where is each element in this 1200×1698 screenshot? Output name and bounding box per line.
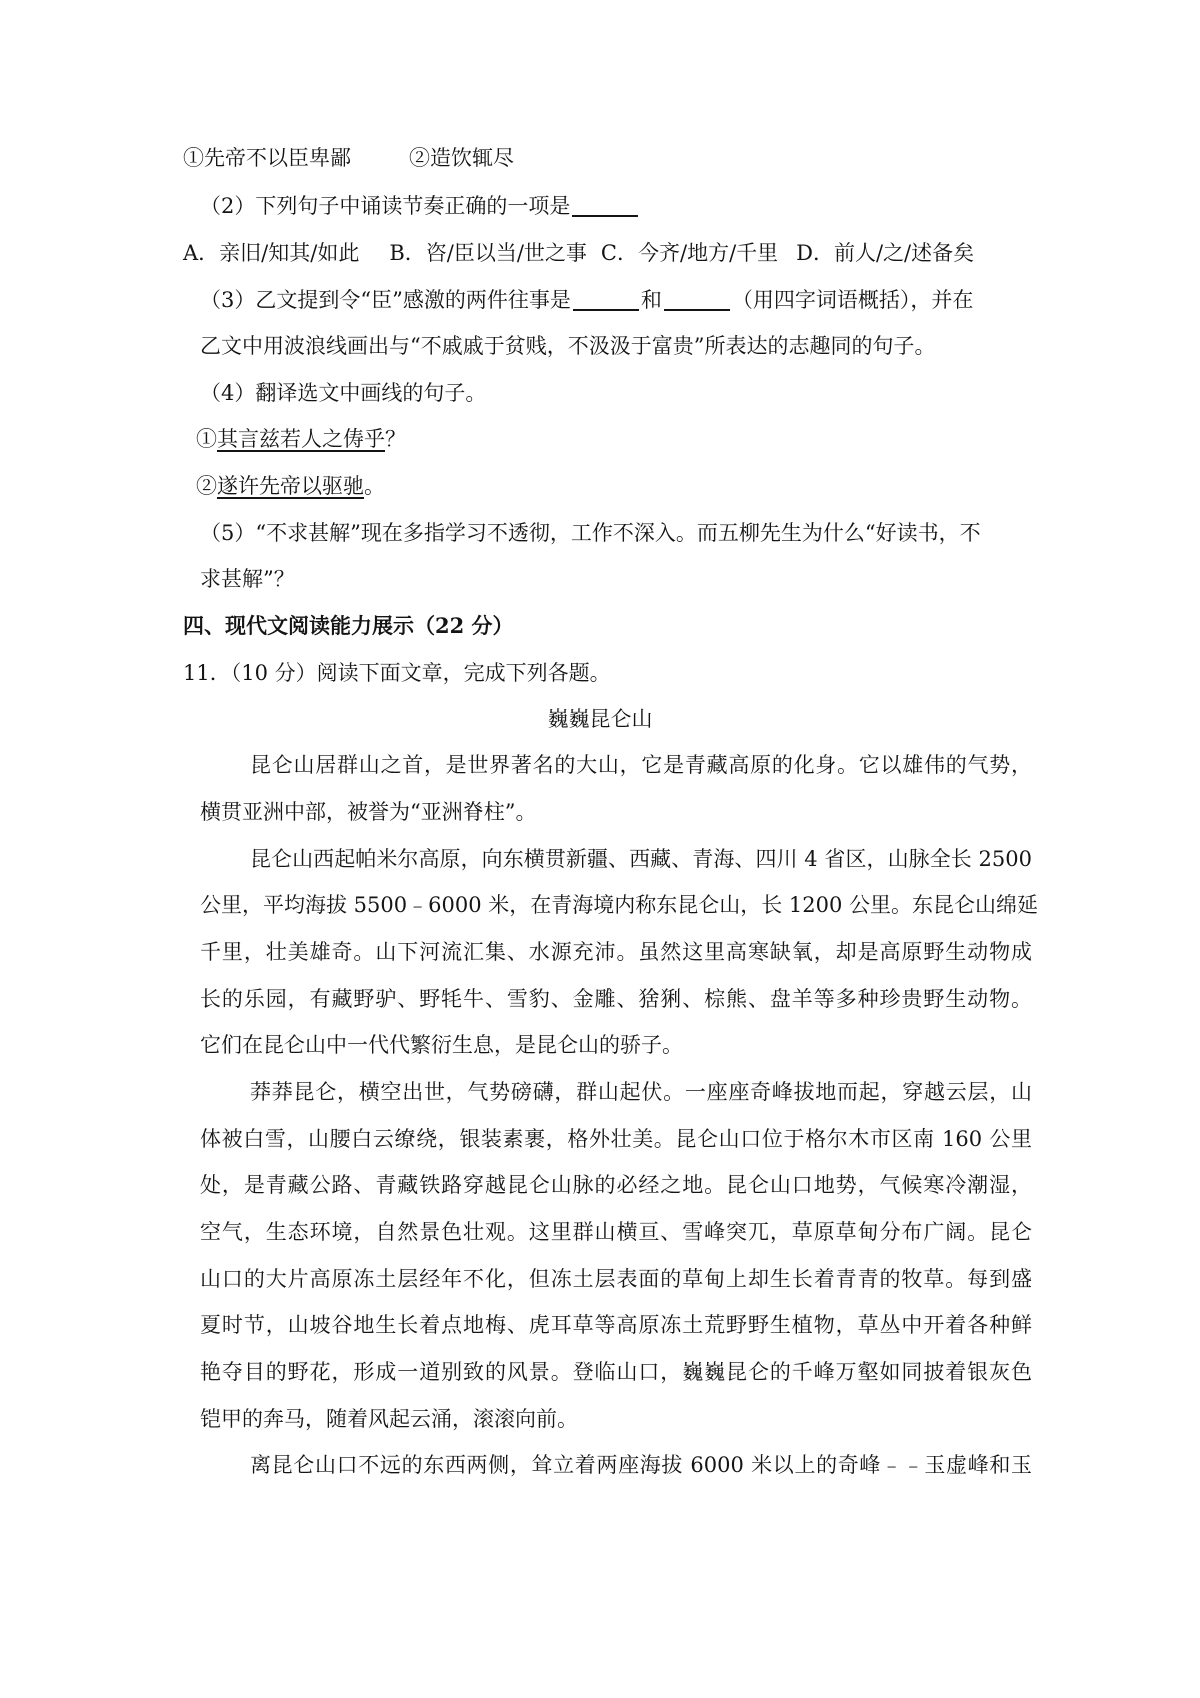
q2-options <box>183 238 974 268</box>
q5-line-1: （5）“不求甚解”现在多指学习不透彻，工作不深入。而五柳先生为什么“好读书，不 <box>200 521 981 545</box>
underlined-sentence-2: 遂许先帝以驱驰 <box>217 474 364 498</box>
q1-word-list <box>183 143 514 173</box>
article-line: 昆仑山西起帕米尔高原，向东横贯新疆、西藏、青海、四川 4 省区，山脉全长 2500 <box>250 847 1032 871</box>
section-heading: 四、现代文阅读能力展示（22 分） <box>183 613 514 638</box>
article-line: 夏时节，山坡谷地生长着点地梅、虎耳草等高原冻土荒野野生植物，草丛中开着各种鲜 <box>200 1313 1032 1337</box>
q3-part-3: （用四字词语概括），并在 <box>731 288 974 312</box>
article-line: 长的乐园，有藏野驴、野牦牛、雪豹、金雕、猞猁、棕熊、盘羊等多种珍贵野生动物。 <box>200 987 1032 1011</box>
article-line: 山口的大片高原冻土层经年不化，但冻土层表面的草甸上却生长着青青的牧草。每到盛 <box>200 1267 1032 1291</box>
q4-sentence-2 <box>196 471 385 501</box>
q2-stem <box>200 191 640 221</box>
article-line: 离昆仑山口不远的东西两侧，耸立着两座海拔 6000 米以上的奇峰﹣﹣玉虚峰和玉 <box>250 1453 1032 1477</box>
question-11: 11．（10 分）阅读下面文章，完成下列各题。 <box>183 661 611 685</box>
article-line: 昆仑山居群山之首，是世界著名的大山，它是青藏高原的化身。它以雄伟的气势， <box>250 753 1032 777</box>
option-d: D．前人/之/述备矣 <box>796 241 975 265</box>
q1-word-2: ②造饮辄尽 <box>409 146 514 170</box>
q4-s1-num: ① <box>196 427 217 451</box>
article-line: 公里，平均海拔 5500﹣6000 米，在青海境内称东昆仑山，长 1200 公里。东昆仑山绵延 <box>200 893 1039 917</box>
q4-s2-num: ② <box>196 474 217 498</box>
article-line: 体被白雪，山腰白云缭绕，银装素裹，格外壮美。昆仑山口位于格尔木市区南 160 公里 <box>200 1127 1032 1151</box>
article-line: 莽莽昆仑，横空出世，气势磅礴，群山起伏。一座座奇峰拔地而起，穿越云层，山 <box>250 1080 1032 1104</box>
q4-sentence-1 <box>196 424 406 454</box>
answer-blank <box>572 194 638 217</box>
q5-line-2: 求甚解”？ <box>200 567 295 591</box>
option-b: B．咨/臣以当/世之事 <box>389 241 587 265</box>
q4-stem: （4）翻译选文中画线的句子。 <box>200 381 487 405</box>
article-line: 千里，壮美雄奇。山下河流汇集、水源充沛。虽然这里高寒缺氧，却是高原野生动物成 <box>200 940 1032 964</box>
q3-line-2: 乙文中用波浪线画出与“不戚戚于贫贱，不汲汲于富贵”所表达的志趣同的句子。 <box>200 334 936 358</box>
underlined-sentence-1: 其言兹若人之俦乎 <box>217 427 385 451</box>
article-line: 它们在昆仑山中一代代繁衍生息，是昆仑山的骄子。 <box>200 1033 683 1057</box>
article-title: 巍巍昆仑山 <box>547 707 653 731</box>
article-line: 艳夺目的野花，形成一道别致的风景。登临山口，巍巍昆仑的千峰万壑如同披着银灰色 <box>200 1360 1032 1384</box>
q3-part-1: （3）乙文提到令“臣”感激的两件往事是 <box>200 288 571 312</box>
article-line: 铠甲的奔马，随着风起云涌，滚滚向前。 <box>200 1407 578 1431</box>
q3-line-1 <box>200 285 973 315</box>
answer-blank <box>664 288 730 311</box>
q3-part-2: 和 <box>640 288 662 312</box>
q2-stem-text: （2）下列句子中诵读节奏正确的一项是 <box>200 194 571 218</box>
answer-blank <box>573 288 639 311</box>
q4-s2-end: 。 <box>364 474 385 498</box>
article-line: 空气，生态环境，自然景色壮观。这里群山横亘、雪峰突兀，草原草甸分布广阔。昆仑 <box>200 1220 1032 1244</box>
article-line: 横贯亚洲中部，被誉为“亚洲脊柱”。 <box>200 800 537 824</box>
article-line: 处，是青藏公路、青藏铁路穿越昆仑山脉的必经之地。昆仑山口地势，气候寒冷潮湿， <box>200 1173 1032 1197</box>
q1-word-1: ①先帝不以臣卑鄙 <box>183 146 351 170</box>
option-a: A．亲旧/知其/如此 <box>183 241 360 265</box>
q4-s1-end: ？ <box>385 427 406 451</box>
option-c: C．今齐/地方/千里 <box>600 241 779 265</box>
